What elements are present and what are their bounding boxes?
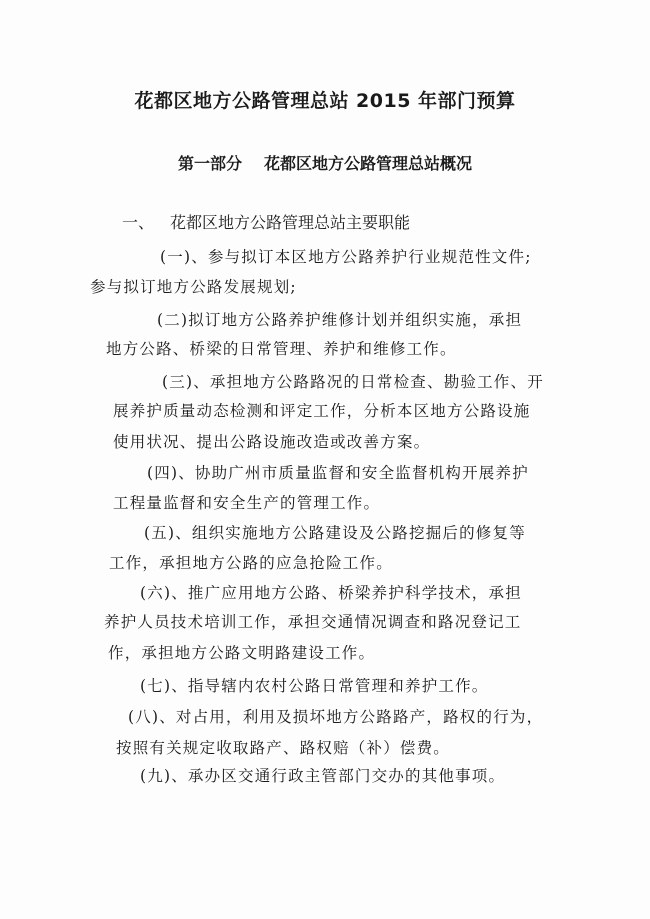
body-line: 参与拟订地方公路发展规划; [90, 278, 297, 296]
body-line: (八)、对占用，利用及损坏地方公路路产，路权的行为， [128, 708, 544, 726]
body-line: 养护人员技术培训工作，承担交通情况调查和路况登记工 [104, 613, 522, 631]
body-line: 地方公路、桥梁的日常管理、养护和维修工作。 [106, 340, 457, 358]
body-line: (四)、协助广州市质量监督和安全监督机构开展养护 [147, 464, 529, 482]
body-line: (三)、承担地方公路路况的日常检查、勘验工作、开 [162, 373, 544, 391]
body-line: 展养护质量动态检测和评定工作，分析本区地方公路设施 [113, 402, 531, 420]
section-title: 花都区地方公路管理总站主要职能 [170, 213, 411, 232]
body-line: (二)拟订地方公路养护维修计划并组织实施，承担 [157, 311, 523, 329]
body-line: 按照有关规定收取路产、路权赔（补）偿费。 [116, 739, 451, 757]
body-line: (一)、参与拟订本区地方公路养护行业规范性文件; [160, 248, 532, 266]
part-heading [0, 151, 650, 174]
body-line: (五)、组织实施地方公路建设及公路挖掘后的修复等 [144, 524, 526, 542]
body-line: 工程量监督和安全生产的管理工作。 [113, 494, 381, 512]
body-line: (九)、承办区交通行政主管部门交办的其他事项。 [140, 767, 506, 785]
body-line: (七)、指导辖内农村公路日常管理和养护工作。 [140, 677, 489, 695]
body-line: 作，承担地方公路文明路建设工作。 [108, 644, 376, 662]
part-label: 第一部分 [177, 154, 242, 173]
body-line: (六)、推广应用地方公路、桥梁养护科学技术，承担 [140, 584, 522, 602]
part-name: 花都区地方公路管理总站概况 [264, 154, 473, 173]
body-line: 工作，承担地方公路的应急抢险工作。 [109, 554, 393, 572]
document-title: 花都区地方公路管理总站 2015 年部门预算 [134, 90, 516, 112]
section-number: 一、 [122, 213, 155, 232]
section-heading [122, 210, 410, 233]
body-line: 使用状况、提出公路设施改造或改善方案。 [113, 433, 431, 451]
